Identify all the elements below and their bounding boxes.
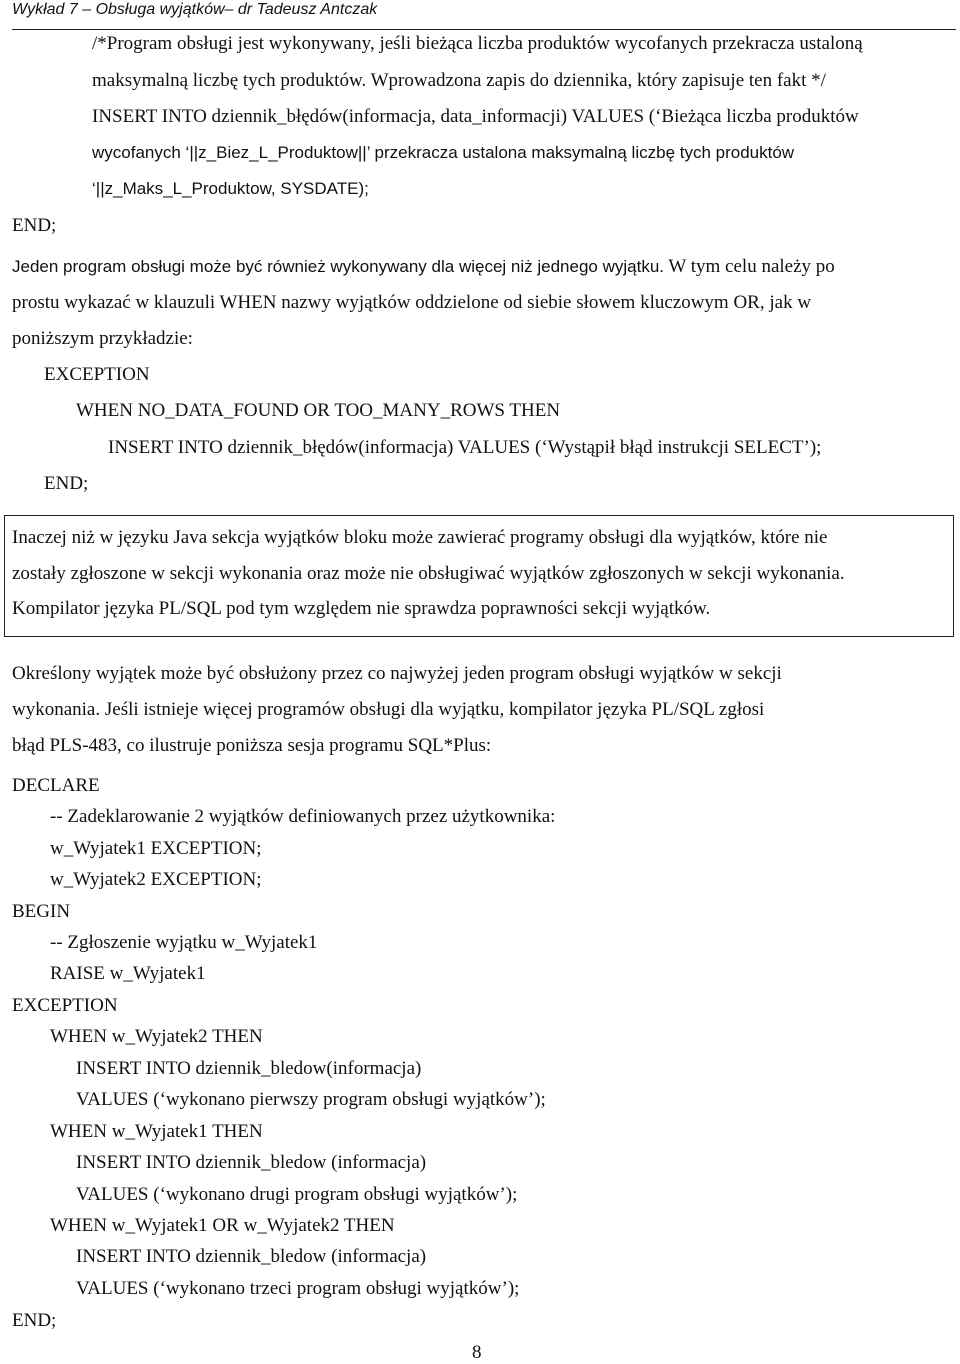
text-line: -- Zadeklarowanie 2 wyjątków definiowanych przez użytkownika: xyxy=(50,806,556,827)
text-line: VALUES (‘wykonano trzeci program obsługi wyjątków’); xyxy=(76,1278,520,1299)
text-line: WHEN w_Wyjatek1 OR w_Wyjatek2 THEN xyxy=(50,1215,395,1236)
text-line: VALUES (‘wykonano pierwszy program obsługi wyjątków’); xyxy=(76,1089,546,1110)
text-line: Kompilator języka PL/SQL pod tym względem nie sprawdza poprawności sekcji wyjątków. xyxy=(12,598,711,619)
text-line: maksymalną liczbę tych produktów. Wprowadzona zapis do dziennika, który zapisuje ten fakt */ xyxy=(92,70,826,91)
text-span-sans: Jeden program obsługi może być również wykonywany dla więcej niż jednego wyjątku. xyxy=(12,257,664,276)
text-line: Określony wyjątek może być obsłużony przez co najwyżej jeden program obsługi wyjątków w sekcji xyxy=(12,663,782,684)
page-number: 8 xyxy=(472,1342,482,1363)
text-line: ‘||z_Maks_L_Produktow, SYSDATE); xyxy=(92,179,369,198)
text-line: WHEN w_Wyjatek2 THEN xyxy=(50,1026,263,1047)
page-header xyxy=(0,0,960,26)
header-rule xyxy=(12,29,956,30)
text-line: wykonania. Jeśli istnieje więcej programów obsługi dla wyjątku, kompilator języka PL/SQL zgłosi xyxy=(12,699,765,720)
text-line: END; xyxy=(12,1310,57,1331)
text-line: DECLARE xyxy=(12,775,100,796)
text-line: poniższym przykładzie: xyxy=(12,328,193,349)
text-line: VALUES (‘wykonano drugi program obsługi wyjątków’); xyxy=(76,1184,518,1205)
text-line: BEGIN xyxy=(12,901,71,922)
text-line: EXCEPTION xyxy=(12,995,118,1016)
text-line: RAISE w_Wyjatek1 xyxy=(50,963,206,984)
text-line: END; xyxy=(44,473,89,494)
text-line: INSERT INTO dziennik_bledow (informacja) xyxy=(76,1152,427,1173)
text-line: INSERT INTO dziennik_błędów(informacja, data_informacji) VALUES (‘Bieżąca liczba produktów xyxy=(92,106,859,127)
text-line: błąd PLS-483, co ilustruje poniższa sesja programu SQL*Plus: xyxy=(12,735,492,756)
text-line: Inaczej niż w języku Java sekcja wyjątków bloku może zawierać programy obsługi dla wyjątków, które nie xyxy=(12,527,828,548)
text-line: w_Wyjatek1 EXCEPTION; xyxy=(50,838,262,859)
text-line: WHEN NO_DATA_FOUND OR TOO_MANY_ROWS THEN xyxy=(76,400,561,421)
text-line: zostały zgłoszone w sekcji wykonania oraz może nie obsługiwać wyjątków zgłoszonych w sekcji wykonania. xyxy=(12,563,845,584)
text-line: -- Zgłoszenie wyjątku w_Wyjatek1 xyxy=(50,932,318,953)
text-line: INSERT INTO dziennik_błędów(informacja) VALUES (‘Wystąpił błąd instrukcji SELECT’); xyxy=(108,437,822,458)
text-line: INSERT INTO dziennik_bledow(informacja) xyxy=(76,1058,422,1079)
text-line: /*Program obsługi jest wykonywany, jeśli bieżąca liczba produktów wycofanych przekracza ustaloną xyxy=(92,33,863,54)
text-line: prostu wykazać w klauzuli WHEN nazwy wyjątków oddzielone od siebie słowem kluczowym OR, jak w xyxy=(12,292,812,313)
text-line xyxy=(12,256,835,278)
text-line: wycofanych ‘||z_Biez_L_Produktow||’ przekracza ustalona maksymalną liczbę tych produktów xyxy=(92,143,795,162)
text-line: INSERT INTO dziennik_bledow (informacja) xyxy=(76,1246,427,1267)
text-span-serif: W tym celu należy po xyxy=(664,256,835,277)
text-line: EXCEPTION xyxy=(44,364,150,385)
text-line: WHEN w_Wyjatek1 THEN xyxy=(50,1121,263,1142)
text-line: w_Wyjatek2 EXCEPTION; xyxy=(50,869,262,890)
text-line: END; xyxy=(12,215,57,236)
header-title: Wykład 7 – Obsługa wyjątków– dr Tadeusz Antczak xyxy=(12,1,378,18)
